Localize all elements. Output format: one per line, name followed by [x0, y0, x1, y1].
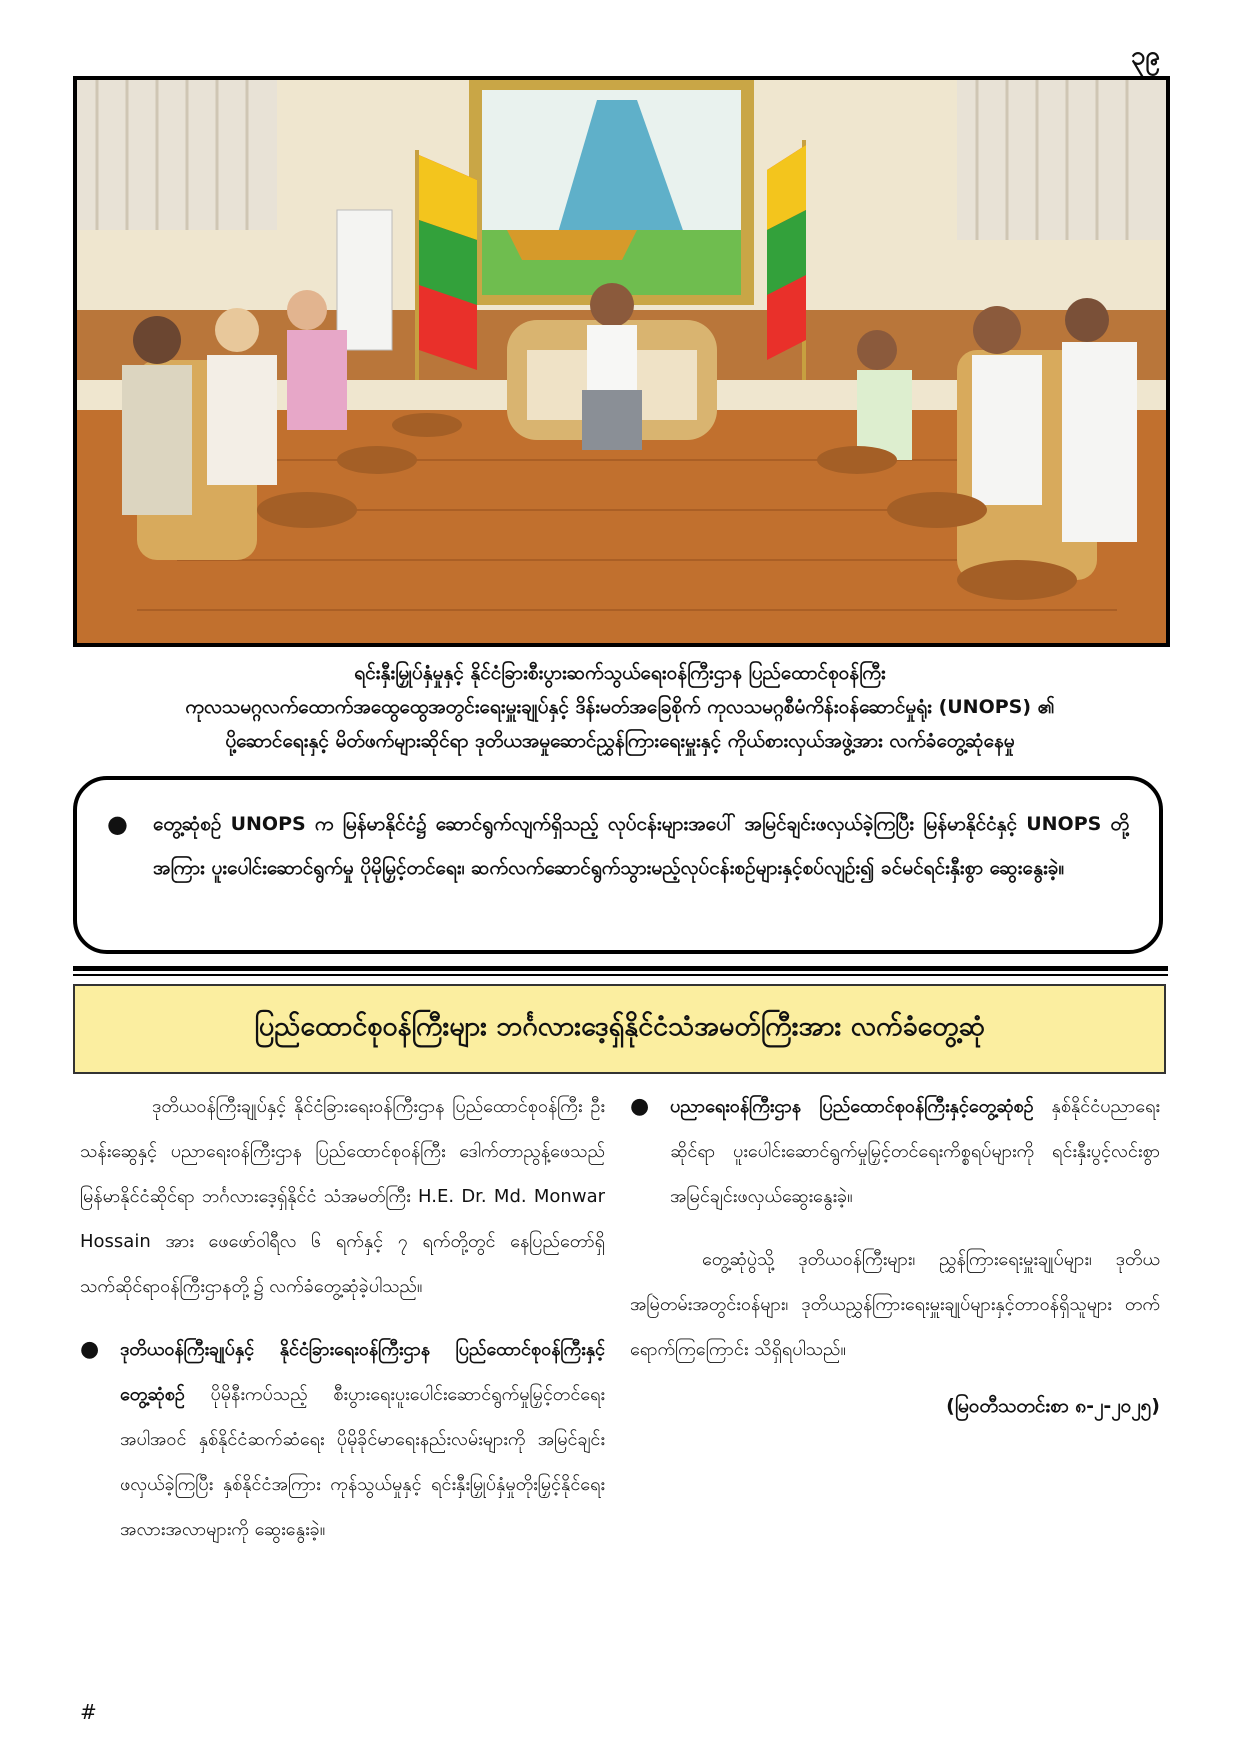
- left-column: [80, 1084, 605, 1552]
- source-citation: (မြဝတီသတင်းစာ ၈-၂-၂၀၂၅): [946, 1395, 1160, 1417]
- meeting-photo: [73, 76, 1170, 647]
- caption-line: ကုလသမဂ္ဂလက်ထောက်အထွေထွေအတွင်းရေးမှူးချုပ်နှင့် ဒိန်းမတ်အခြေစိုက် ကုလသမဂ္ဂစီမံကိန်းဝန်ဆောင်မှုရုံး (UNOPS) ၏: [185, 696, 1055, 718]
- bullet-text: [120, 1327, 605, 1552]
- bullet-icon: ●: [630, 1094, 650, 1119]
- closing-paragraph: တွေ့ဆုံပွဲသို့ ဒုတိယဝန်ကြီးများ၊ ညွှန်ကြားရေးမှူးချုပ်များ၊ ဒုတိယအမြဲတမ်းအတွင်းဝန်များ၊ ဒုတိယညွှန်ကြားရေးမှူးချုပ်များနှင့်တာဝန်ရှိသူများ တက်ရောက်ကြကြောင်း သိရှိရပါသည်။: [630, 1249, 1160, 1360]
- footer-mark: #: [80, 1700, 97, 1724]
- meeting-photo-icon: [77, 80, 1166, 643]
- bullet-lead: ပညာရေးဝန်ကြီးဌာန ပြည်ထောင်စုဝန်ကြီးနှင့်တွေ့ဆုံစဉ်: [670, 1096, 1034, 1117]
- page-number: ၃၉: [1130, 41, 1160, 71]
- list-item: [80, 1327, 605, 1552]
- right-column: [630, 1084, 1160, 1422]
- bullet-body: ပိုမိုနီးကပ်သည့် စီးပွားရေးပူးပေါင်းဆောင်ရွက်မှုမြှင့်တင်ရေးအပါအဝင် နှစ်နိုင်ငံဆက်ဆံရေး ပိုမိုခိုင်မာရေးနည်းလမ်းများကို အမြင်ချင်းဖလှယ်ခဲ့ကြပြီး နှစ်နိုင်ငံအကြား ကုန်သွယ်မှုနှင့် ရင်းနှီးမြှုပ်နှံမှုတိုးမြှင့်နိုင်ရေး အလားအလာများကို ဆွေးနွေးခဲ့။: [120, 1384, 605, 1540]
- bullet-icon: ●: [80, 1337, 100, 1362]
- caption-line: ရင်းနှီးမြှုပ်နှံမှုနှင့် နိုင်ငံခြားစီးပွားဆက်သွယ်ရေးဝန်ကြီးဌာန ပြည်ထောင်စုဝန်ကြီး: [354, 662, 886, 684]
- article-headline: ပြည်ထောင်စုဝန်ကြီးများ ဘင်္ဂလားဒေ့ရှ်နိုင်ငံသံအမတ်ကြီးအား လက်ခံတွေ့ဆုံ: [73, 984, 1166, 1074]
- bullet-body: နှစ်နိုင်ငံပညာရေးဆိုင်ရာ ပူးပေါင်းဆောင်ရွက်မှုမြှင့်တင်ရေးကိစ္စရပ်များကို ရင်းနှီးပွင့်လင်းစွာ အမြင်ချင်းဖလှယ်ဆွေးနွေးခဲ့။: [670, 1096, 1160, 1207]
- intro-paragraph: ဒုတိယဝန်ကြီးချုပ်နှင့် နိုင်ငံခြားရေးဝန်ကြီးဌာန ပြည်ထောင်စုဝန်ကြီး ဦးသန်းဆွေနှင့် ပညာရေးဝန်ကြီးဌာန ပြည်ထောင်စုဝန်ကြီး ဒေါက်တာညွန့်ဖေသည် မြန်မာနိုင်ငံဆိုင်ရာ ဘင်္ဂလားဒေ့ရှ်နိုင်ငံ သံအမတ်ကြီး H.E. Dr. Md. Monwar Hossain အား ဖေဖော်ဝါရီလ ၆ ရက်နှင့် ၇ ရက်တို့တွင် နေပြည်တော်ရှိ သက်ဆိုင်ရာဝန်ကြီးဌာနတို့၌ လက်ခံတွေ့ဆုံခဲ့ပါသည်။: [80, 1096, 605, 1297]
- bullet-text: [670, 1084, 1160, 1219]
- summary-bullet: [107, 802, 1129, 890]
- bullet-icon: ●: [107, 810, 128, 838]
- divider: [73, 966, 1168, 971]
- summary-box: [73, 776, 1163, 954]
- caption-line: ပို့ဆောင်ရေးနှင့် မိတ်ဖက်များဆိုင်ရာ ဒုတိယအမှုဆောင်ညွှန်ကြားရေးမှူးနှင့် ကိုယ်စားလှယ်အဖွဲ့အား လက်ခံတွေ့ဆုံနေမှု: [225, 730, 1015, 752]
- list-item: [630, 1084, 1160, 1219]
- divider: [73, 974, 1168, 976]
- photo-caption: [90, 656, 1150, 758]
- summary-text: တွေ့ဆုံစဉ် UNOPS က မြန်မာနိုင်ငံ၌ ဆောင်ရွက်လျက်ရှိသည့် လုပ်ငန်းများအပေါ် အမြင်ချင်းဖလှယ်ခဲ့ကြပြီး မြန်မာနိုင်ငံနှင့် UNOPS တို့အကြား ပူးပေါင်းဆောင်ရွက်မှု ပိုမိုမြှင့်တင်ရေး၊ ဆက်လက်ဆောင်ရွက်သွားမည့်လုပ်ငန်းစဉ်များနှင့်စပ်လျဉ်း၍ ခင်မင်ရင်းနှီးစွာ ဆွေးနွေးခဲ့။: [153, 813, 1129, 879]
- bullet-lead: ဒုတိယဝန်ကြီးချုပ်နှင့် နိုင်ငံခြားရေးဝန်ကြီးဌာန ပြည်ထောင်စုဝန်ကြီးနှင့်တွေ့ဆုံစဉ်: [120, 1339, 605, 1405]
